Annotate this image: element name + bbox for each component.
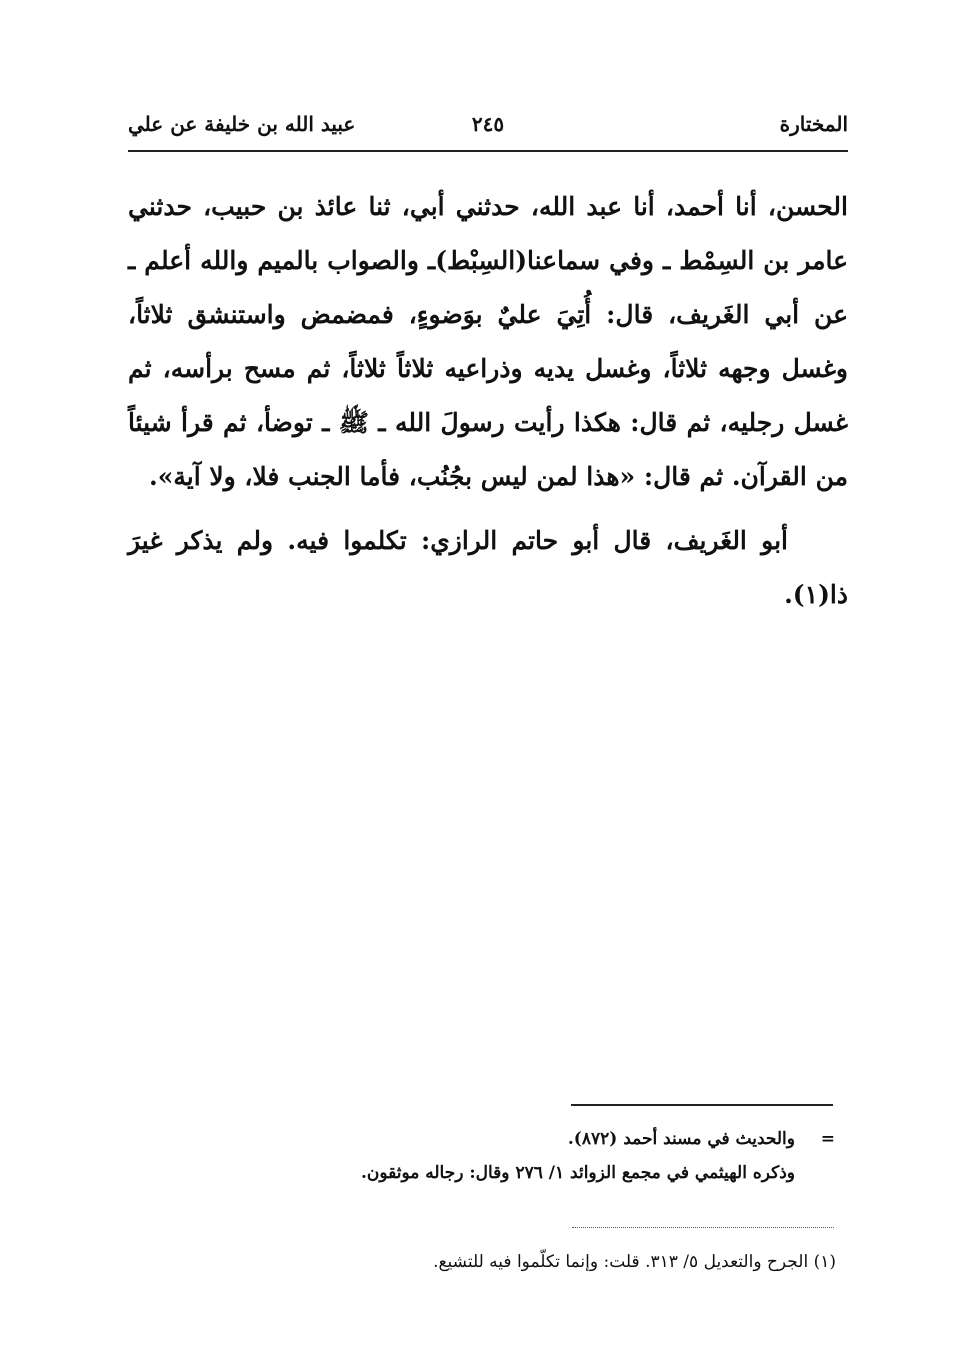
footnote-1 — [200, 1245, 836, 1279]
header-book-title: المختارة — [779, 112, 848, 136]
running-header — [128, 112, 848, 148]
footnote-divider — [571, 1104, 833, 1106]
continued-footnote — [160, 1122, 835, 1190]
footnote-dotted-divider — [572, 1227, 834, 1228]
footnote-1-text: (١) الجرح والتعديل ٥/ ٣١٣. قلت: وإنما تكلّموا فيه للتشيع. — [433, 1252, 836, 1272]
page-number: ٢٤٥ — [471, 112, 505, 136]
narrator-note-paragraph: أبو الغَريف، قال أبو حاتم الرازي: تكلموا فيه. ولم يذكر غيرَ ذا(١). — [128, 526, 848, 609]
main-text — [128, 180, 848, 622]
header-divider — [128, 150, 848, 152]
continued-footnote-text-1: والحديث في مسند أحمد (٨٧٢). — [567, 1129, 795, 1149]
header-chapter-title: عبيد الله بن خليفة عن علي — [128, 112, 356, 136]
continued-footnote-text-2: وذكره الهيثمي في مجمع الزوائد ١/ ٢٧٦ وقال: رجاله موثقون. — [360, 1163, 795, 1183]
continuation-marker: = — [820, 1129, 835, 1149]
hadith-paragraph: الحسن، أنا أحمد، أنا عبد الله، حدثني أبي، ثنا عائذ بن حبيب، حدثني عامر بن السِمْط ـ وفي سماعنا(السِبْط)ـ والصواب بالميم والله أعلم ـ عن أبي الغَريف، قال: أُتِيَ عليٌ بوَضوءٍ، فمضمض واستنشق ثلاثاً، وغسل وجهه ثلاثاً، وغسل يديه وذراعيه ثلاثاً ثلاثاً، ثم مسح برأسه، ثم غسل رجليه، ثم قال: هكذا رأيت رسولَ الله ـ ﷺ ـ توضأ، ثم قرأ شيئاً من القرآن. ثم قال: «هذا لمن ليس بجُنُب، فأما الجنب فلا، ولا آية». — [128, 192, 848, 491]
continued-footnote-line — [160, 1122, 835, 1156]
